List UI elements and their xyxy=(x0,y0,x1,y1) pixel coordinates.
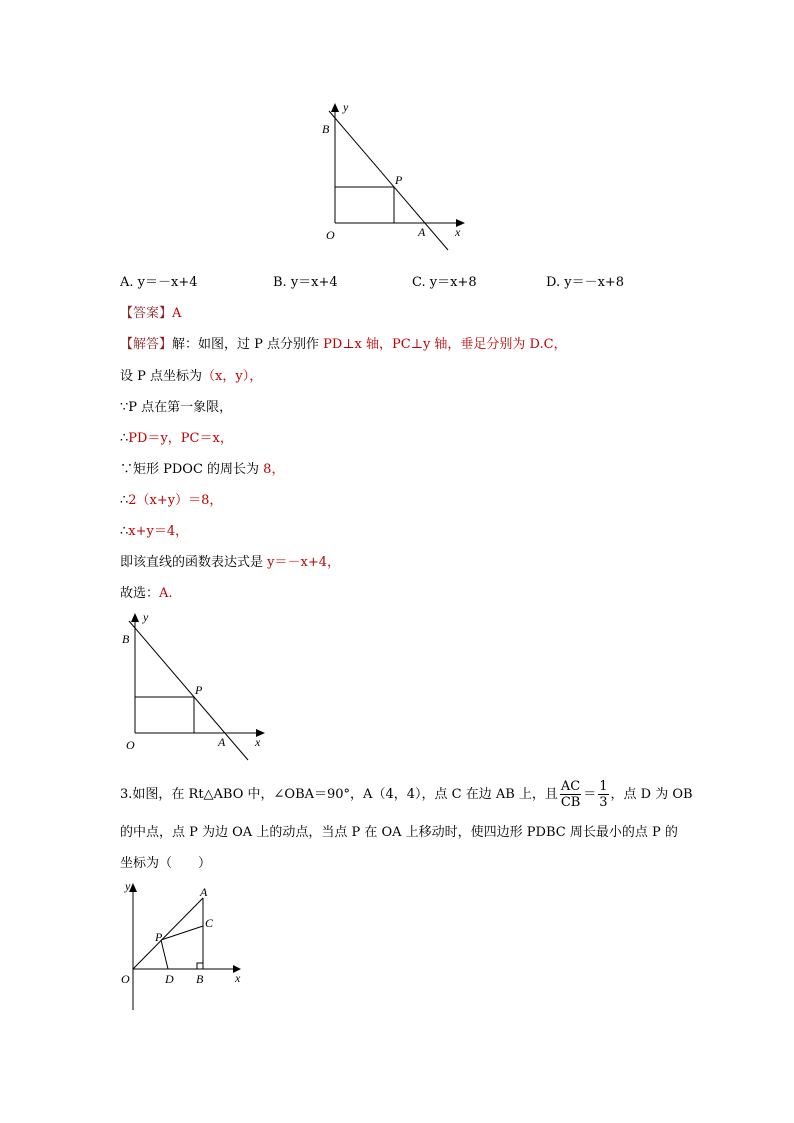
fraction-numerator: AC xyxy=(560,779,581,794)
q3-equals: ＝ xyxy=(583,787,597,802)
solution-bracket: 【解答】 xyxy=(120,337,173,352)
answer-line xyxy=(120,302,181,321)
label-x: x xyxy=(255,735,261,749)
label-b: B xyxy=(196,972,204,986)
segment-pd xyxy=(161,940,168,969)
option-c: C. y＝x+8 xyxy=(412,275,477,290)
solution-line-2 xyxy=(120,365,262,384)
option-a: A. y＝－x+4 xyxy=(120,275,198,290)
label-p: P xyxy=(155,930,163,944)
option-d: D. y＝－x+8 xyxy=(546,275,625,290)
figure-3-triangle xyxy=(113,876,253,1016)
solution-line4-prefix: ∴ xyxy=(120,431,129,446)
fraction-one-third xyxy=(598,779,608,810)
q3-text-a: 3.如图，在 Rt△ABO 中，∠OBA＝90°，A（4，4），点 C 在边 AB 上，且 xyxy=(120,787,558,802)
label-a: A xyxy=(218,735,226,749)
figure-2-line-graph xyxy=(118,608,278,768)
label-a: A xyxy=(418,225,426,239)
solution-line5-prefix: ∵矩形 PDOC 的周长为 xyxy=(120,462,260,477)
solution-line-7 xyxy=(120,520,188,539)
solution-line6-red: 2（x+y）＝8， xyxy=(128,493,223,508)
solution-line7-prefix: ∴ xyxy=(120,524,129,539)
solution-line-9 xyxy=(120,582,173,601)
fraction2-numerator: 1 xyxy=(599,779,608,794)
solution-line9-red: A. xyxy=(159,586,173,601)
solution-line4-red: PD＝y，PC＝x， xyxy=(128,431,233,446)
figure-1-line-graph xyxy=(318,98,478,258)
answer-value: A xyxy=(172,306,182,321)
solution-line-1 xyxy=(120,333,567,352)
label-x: x xyxy=(455,225,461,239)
solution-line-3: ∵P 点在第一象限， xyxy=(120,400,233,415)
solution-line-4 xyxy=(120,427,233,446)
solution-intro-red: PD⊥x 轴，PC⊥y 轴，垂足分别为 D.C， xyxy=(319,337,567,352)
label-a: A xyxy=(200,885,208,899)
solution-line6-prefix: ∴ xyxy=(120,493,129,508)
label-d: D xyxy=(165,972,174,986)
option-b: B. y＝x+4 xyxy=(273,275,338,290)
solution-line-5 xyxy=(120,458,284,477)
solution-line-6 xyxy=(120,489,222,508)
right-angle-mark xyxy=(197,963,203,969)
label-p: P xyxy=(195,683,203,697)
y-axis-arrow xyxy=(131,613,139,622)
label-b: B xyxy=(122,632,130,646)
label-y: y xyxy=(143,610,149,624)
solution-line-8 xyxy=(120,551,340,570)
label-x: x xyxy=(235,971,241,985)
q3-text-b: ，点 D 为 OB xyxy=(610,787,693,802)
solution-line7-red: x+y＝4， xyxy=(128,524,189,539)
solution-line8-red: y＝－x+4， xyxy=(263,555,340,570)
fraction-ac-cb xyxy=(560,779,581,810)
line-ab xyxy=(329,111,448,250)
label-c: C xyxy=(205,916,214,930)
rectangle-pdoc xyxy=(335,187,394,223)
label-o: O xyxy=(326,228,335,242)
question-3-line-1 xyxy=(120,779,693,810)
question-3-line-2: 的中点，点 P 为边 OA 上的动点，当点 P 在 OA 上移动时，使四边形 PDBC 周长最小的点 P 的 xyxy=(120,825,678,840)
solution-line5-red: 8， xyxy=(259,462,285,477)
segment-pc xyxy=(161,926,203,940)
label-y: y xyxy=(125,879,131,893)
label-y: y xyxy=(343,100,349,114)
solution-intro-prefix: 解：如图，过 P 点分别作 xyxy=(172,337,320,352)
answer-bracket: 【答案】 xyxy=(120,306,173,321)
solution-line8-prefix: 即该直线的函数表达式是 xyxy=(120,555,264,570)
line-ab xyxy=(129,621,248,760)
question-3-line-3: 坐标为（ ） xyxy=(120,856,212,871)
solution-line2-red: （x，y）， xyxy=(202,369,263,384)
label-o: O xyxy=(126,738,135,752)
solution-line9-prefix: 故选： xyxy=(120,586,160,601)
rectangle-pdoc xyxy=(135,697,194,733)
fraction-denominator: CB xyxy=(560,795,581,810)
solution-line2-prefix: 设 P 点坐标为 xyxy=(120,369,203,384)
fraction2-denominator: 3 xyxy=(599,795,608,810)
y-axis-arrow xyxy=(331,103,339,112)
segment-oa xyxy=(133,898,203,969)
label-b: B xyxy=(322,122,330,136)
label-o: O xyxy=(121,972,130,986)
label-p: P xyxy=(395,173,403,187)
